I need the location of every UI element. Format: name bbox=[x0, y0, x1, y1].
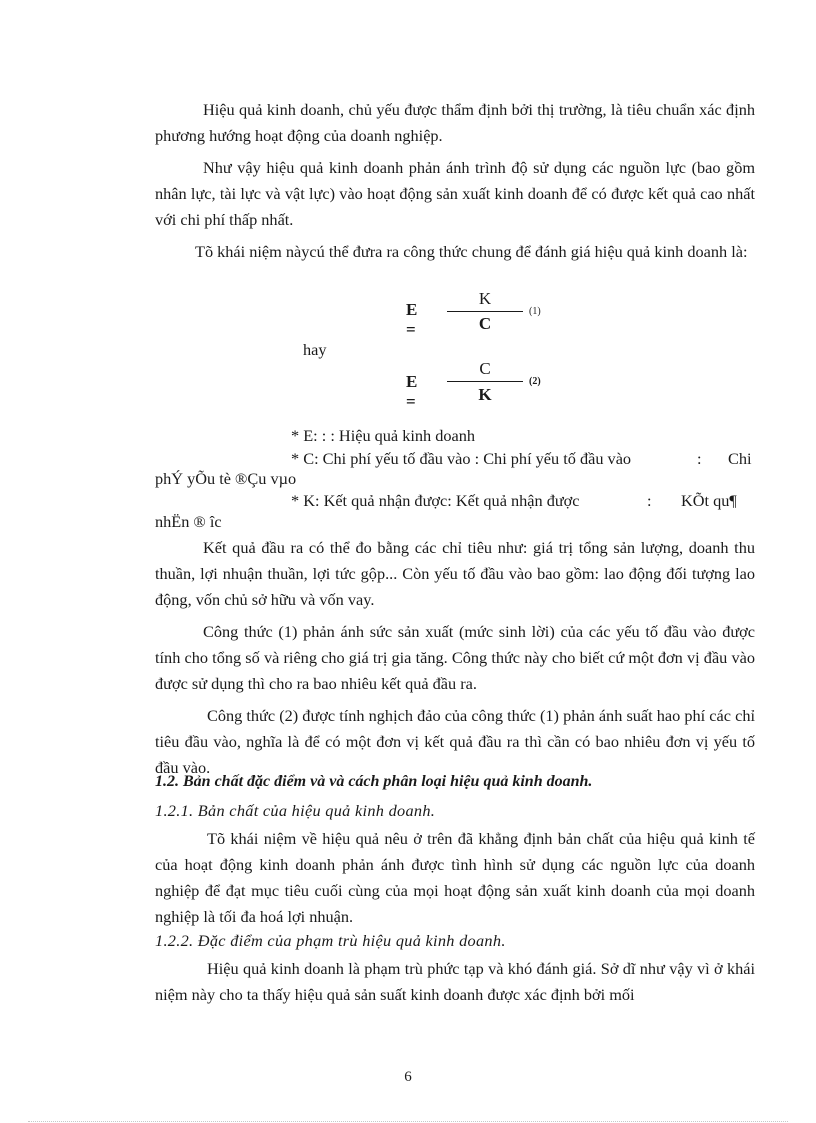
formula-2-fraction-bar bbox=[447, 381, 523, 382]
legend-c-wrap: phÝ yÕu tè ®Çu vµo bbox=[155, 469, 297, 488]
paragraph-formula-2: Công thức (2) được tính nghịch đảo của công thức (1) phản ánh suất hao phí các chỉ tiêu đầu vào, nghĩa là để có một đơn vị kết quả đầu ra thì cần có bao nhiêu đơn vị yếu tố đầu vào. bbox=[155, 706, 755, 777]
intro-block bbox=[155, 97, 755, 265]
page-number: 6 bbox=[404, 1069, 412, 1085]
paragraph-formula-intro: Tõ khái niệm nàycú thể đưra ra công thức chung để đánh giá hiệu quả kinh doanh là: bbox=[195, 242, 748, 261]
legend-c-tail: Chi bbox=[728, 449, 752, 468]
section-heading-1-2-1: 1.2.1. Bản chất của hiệu quả kinh doanh. bbox=[155, 801, 436, 820]
formula-2-tag: (2) bbox=[529, 376, 541, 387]
legend-k-tail: KÕt qu¶ bbox=[681, 491, 737, 510]
legend-e: * E: : : Hiệu quả kinh doanh bbox=[291, 426, 476, 445]
legend-k-wrap: nhËn ® îc bbox=[155, 512, 222, 531]
footer-divider bbox=[28, 1121, 788, 1122]
explanation-block bbox=[155, 535, 755, 781]
section-heading-1-2: 1.2. Bản chất đặc điểm và và cách phân loại hiệu quả kinh doanh. bbox=[155, 773, 593, 790]
paragraph-formula-1: Công thức (1) phản ánh sức sản xuất (mức sinh lời) của các yếu tố đầu vào được tính cho tổng số và riêng cho giá trị gia tăng. Công thức này cho biết cứ một đơn vị đầu vào được sử dụng thì cho ra bao nhiêu kết quả đầu ra. bbox=[155, 622, 755, 693]
paragraph-market: Hiệu quả kinh doanh, chủ yếu được thẩm định bởi thị trường, là tiêu chuẩn xác định phương hướng hoạt động của doanh nghiệp. bbox=[155, 100, 755, 145]
formula-1-denominator: C bbox=[478, 314, 492, 333]
section-1-2-2-body bbox=[155, 956, 755, 1008]
legend-k-colon: : bbox=[647, 491, 652, 510]
formula-1-tag: (1) bbox=[529, 306, 541, 317]
formula-2-denominator: K bbox=[478, 385, 492, 404]
formula-1-lhs: E = bbox=[406, 300, 418, 339]
legend-c-colon: : bbox=[697, 449, 702, 468]
paragraph-characteristics: Hiệu quả kinh doanh là phạm trù phức tạp và khó đánh giá. Sở dĩ như vậy vì ở khái niệm này cho ta thấy hiệu quả sản suất kinh doanh được xác định bởi mối bbox=[155, 959, 755, 1004]
formula-1-fraction-bar bbox=[447, 311, 523, 312]
section-1-2-1-body bbox=[155, 826, 755, 930]
formula-1-numerator: K bbox=[478, 289, 492, 308]
section-heading-1-2-2: 1.2.2. Đặc điểm của phạm trù hiệu quả kinh doanh. bbox=[155, 931, 506, 950]
paragraph-outputs: Kết quả đầu ra có thể đo bằng các chỉ tiêu như: giá trị tổng sản lượng, doanh thu thuần, lợi nhuận thuần, lợi tức gộp... Còn yếu tố đầu vào bao gồm: lao động đối tượng lao động, vốn chủ sở hữu và vốn vay. bbox=[155, 538, 755, 609]
legend-c: * C: Chi phí yếu tố đầu vào : Chi phí yếu tố đầu vào bbox=[291, 449, 632, 468]
paragraph-resources: Như vậy hiệu quả kinh doanh phản ánh trình độ sử dụng các nguồn lực (bao gồm nhân lực, tài lực và vật lực) vào hoạt động sản xuất kinh doanh để có được kết quả cao nhất với chi phí thấp nhất. bbox=[155, 158, 755, 229]
connector-hay: hay bbox=[303, 340, 327, 359]
formula-2-lhs: E = bbox=[406, 372, 418, 411]
paragraph-essence: Tõ khái niệm về hiệu quả nêu ở trên đã khẳng định bản chất của hiệu quả kinh tế của hoạt động kinh doanh phản ánh được tình hình sử dụng các nguồn lực của doanh nghiệp để đạt mục tiêu cuối cùng của mọi hoạt động sản xuất kinh doanh của mọi doanh nghiệp là tối đa hoá lợi nhuận. bbox=[155, 829, 755, 926]
formula-2-numerator: C bbox=[479, 359, 491, 378]
legend-k: * K: Kết quả nhận được: Kết quả nhận được bbox=[291, 491, 580, 510]
